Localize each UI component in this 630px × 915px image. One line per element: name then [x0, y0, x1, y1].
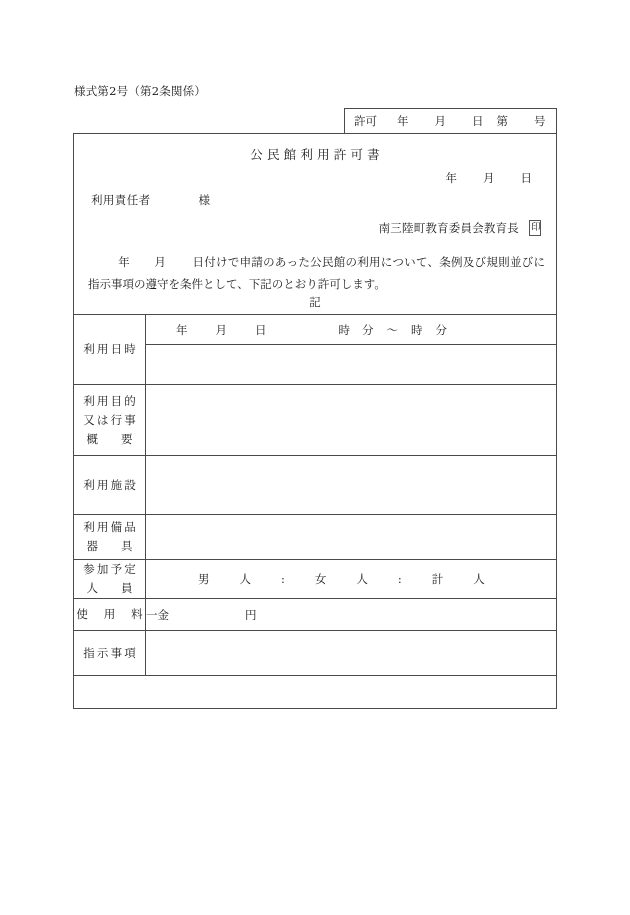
issuer-name: 南三陸町教育委員会教育長: [378, 221, 519, 235]
usage-year: 年: [176, 322, 188, 337]
row-label-facility: [74, 456, 146, 515]
issuer-line: [379, 220, 541, 236]
row-value-equipment[interactable]: [146, 515, 557, 560]
responsible-person-line: [91, 192, 210, 208]
issue-date-year: 年: [445, 171, 457, 185]
body-paragraph: [88, 251, 545, 295]
row-label-line: 利用備品: [83, 520, 138, 534]
row-label-line: 人 員: [86, 581, 133, 595]
permit-number-suffix: 号: [534, 114, 546, 128]
attendance-separator-2: :: [397, 572, 402, 586]
permit-year: 年: [397, 114, 409, 128]
attendance-female-unit: 人: [356, 572, 368, 586]
body-text: 日付けで申請のあった公民館の利用について、条例及び規則並びに指示事項の遵守を条件として、下記のとおり許可します。: [88, 255, 546, 291]
usage-day: 日: [255, 322, 267, 337]
permit-day: 日: [472, 114, 484, 128]
responsible-person-label: 利用責任者: [91, 193, 151, 207]
body-month: 月: [154, 255, 167, 269]
issue-date-month: 月: [483, 171, 495, 185]
usage-minute-end: 分: [435, 322, 447, 337]
row-label-purpose: [74, 385, 146, 456]
fee-prefix: 一金: [146, 607, 169, 622]
attendance-female-label: 女: [314, 572, 327, 586]
form-header-block: [74, 134, 556, 314]
issue-date-line: [446, 170, 533, 186]
usage-month: 月: [215, 322, 227, 337]
row-value-purpose[interactable]: [146, 385, 557, 456]
table-row-instructions: [74, 631, 556, 676]
usage-datetime-header: [146, 315, 556, 345]
table-row-usage-datetime: [74, 315, 556, 385]
permit-month: 月: [434, 114, 446, 128]
page-title: 公民館利用許可書: [250, 147, 384, 162]
row-value-usage-datetime: [146, 315, 557, 385]
attendance-male-label: 男: [198, 572, 210, 586]
attendance-male-unit: 人: [239, 572, 251, 586]
table-row-blank-footer: [74, 676, 556, 709]
usage-range-tilde: ～: [386, 322, 398, 337]
ki-marker: 記: [309, 295, 321, 309]
row-label-line: 使 用 料: [76, 607, 145, 621]
row-label-line: 器 具: [86, 539, 133, 553]
form-number: 様式第2号（第2条関係）: [74, 84, 207, 98]
row-label-line: 利用施設: [83, 477, 138, 492]
honorific-suffix: 様: [198, 193, 210, 207]
attendance-separator-1: :: [281, 572, 285, 586]
row-label-line: 利用目的: [83, 393, 138, 408]
row-label-equipment: [74, 515, 146, 560]
fee-currency-unit: 円: [245, 607, 257, 622]
permit-number-fields: [345, 113, 546, 129]
permit-number-prefix: 第: [496, 114, 508, 128]
row-label-line: 又は行事: [83, 412, 138, 427]
body-year: 年: [118, 255, 131, 269]
row-label-line: 参加予定: [83, 562, 138, 576]
row-value-blank-footer[interactable]: [74, 676, 556, 709]
row-label-usage-datetime: [74, 315, 146, 385]
row-label-instructions: [74, 631, 146, 676]
row-label-fee: [74, 599, 146, 631]
row-label-line: 概 要: [86, 431, 133, 446]
usage-minute-start: 分: [362, 322, 374, 337]
row-value-facility[interactable]: [146, 456, 557, 515]
usage-hour-end: 時: [411, 322, 423, 337]
table-row-equipment: [74, 515, 556, 560]
row-value-attendance[interactable]: [146, 560, 557, 599]
attendance-total-label: 計: [431, 572, 444, 586]
table-row-facility: [74, 456, 556, 515]
attendance-fields: [146, 571, 556, 587]
row-label-line: 利用日時: [83, 342, 138, 356]
usage-datetime-entry[interactable]: [146, 345, 556, 384]
usage-hour-start: 時: [338, 322, 350, 337]
fee-fields: [146, 607, 556, 623]
row-label-attendance: [74, 560, 146, 599]
form-frame: [73, 133, 557, 709]
issue-date-day: 日: [520, 171, 532, 185]
row-value-fee[interactable]: [146, 599, 557, 631]
attendance-total-unit: 人: [473, 572, 485, 586]
row-label-line: 指示事項: [83, 645, 138, 660]
table-row-fee: [74, 599, 556, 631]
seal-stamp-icon: 印: [529, 220, 541, 236]
table-row-attendance: [74, 560, 556, 599]
permit-number-box: [344, 108, 557, 133]
table-row-purpose: [74, 385, 556, 456]
permit-details-table: [74, 314, 556, 708]
row-value-instructions[interactable]: [146, 631, 557, 676]
permit-label: 許可: [354, 114, 377, 128]
